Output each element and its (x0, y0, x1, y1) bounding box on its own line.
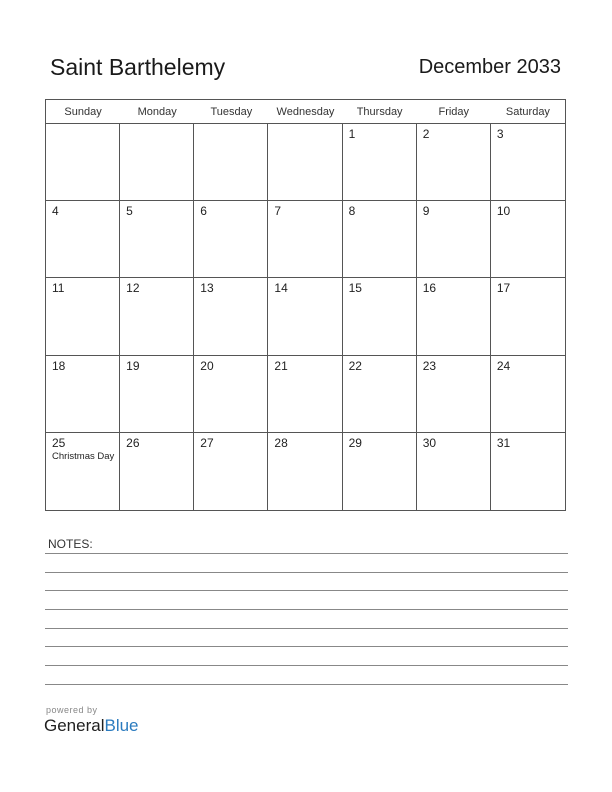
day-number: 28 (274, 435, 288, 450)
day-number: 2 (422, 127, 430, 141)
calendar-grid (45, 99, 566, 511)
weekday-header-thursday: Thursday (343, 100, 417, 124)
day-cell (343, 278, 417, 355)
day-number: 21 (274, 358, 288, 373)
day-number: 22 (348, 358, 362, 373)
day-cell (120, 433, 194, 510)
day-cell (491, 356, 565, 433)
holiday-label: Christmas Day (52, 450, 115, 462)
note-line (45, 553, 568, 554)
day-number: 31 (496, 435, 511, 450)
day-number: 6 (200, 204, 207, 219)
powered-by-text: powered by (46, 705, 98, 715)
notes-label: NOTES: (48, 537, 93, 551)
day-cell (417, 433, 491, 510)
day-number: 11 (52, 281, 65, 296)
day-number: 27 (200, 435, 214, 450)
day-cell (120, 278, 194, 355)
day-cell (268, 356, 342, 433)
note-line (45, 665, 568, 666)
day-number: 13 (200, 281, 214, 296)
month-year-label: December 2033 (418, 56, 561, 78)
weekday-header-sunday: Sunday (46, 100, 120, 124)
day-cell (120, 124, 194, 201)
day-number: 3 (496, 127, 504, 141)
day-cell (417, 356, 491, 433)
day-number: 1 (348, 127, 356, 141)
day-number: 14 (274, 281, 288, 296)
day-number: 15 (348, 281, 362, 296)
day-cell (46, 124, 120, 201)
day-cell (417, 124, 491, 201)
day-number: 10 (496, 204, 511, 219)
day-number: 23 (422, 358, 437, 373)
day-cell (268, 433, 342, 510)
day-number: 9 (422, 204, 430, 219)
day-number: 24 (496, 358, 511, 373)
day-cell (491, 433, 565, 510)
day-number: 5 (126, 204, 133, 219)
day-cell (194, 433, 268, 510)
note-line (45, 572, 568, 573)
day-cell (268, 124, 342, 201)
note-line (45, 628, 568, 629)
day-cell (120, 201, 194, 278)
day-cell (343, 356, 417, 433)
day-cell (417, 278, 491, 355)
day-cell (46, 356, 120, 433)
day-cell (491, 278, 565, 355)
day-cell (268, 201, 342, 278)
weekday-header-monday: Monday (120, 100, 194, 124)
day-number: 12 (126, 281, 140, 296)
day-cell (343, 201, 417, 278)
day-number: 8 (348, 204, 356, 219)
day-cell (120, 356, 194, 433)
day-cell (417, 201, 491, 278)
day-cell (194, 124, 268, 201)
generalblue-logo[interactable] (44, 716, 139, 736)
weekday-header-wednesday: Wednesday (268, 100, 342, 124)
day-cell (343, 433, 417, 510)
weekday-header-saturday: Saturday (491, 100, 565, 124)
note-line (45, 684, 568, 685)
day-cell (194, 356, 268, 433)
day-number: 17 (496, 281, 511, 296)
day-cell (46, 278, 120, 355)
brand-blue-text: Blue (104, 716, 139, 735)
day-number: 4 (52, 204, 59, 219)
day-number: 30 (422, 435, 437, 450)
day-cell (491, 201, 565, 278)
day-cell (194, 201, 268, 278)
note-line (45, 590, 568, 591)
day-number: 26 (126, 435, 140, 450)
day-cell (46, 201, 120, 278)
day-cell (268, 278, 342, 355)
day-number: 20 (200, 358, 214, 373)
day-number: 7 (274, 204, 282, 219)
day-number: 29 (348, 435, 362, 450)
calendar-title: Saint Barthelemy (50, 54, 226, 80)
note-line (45, 646, 568, 647)
day-cell (46, 433, 120, 510)
day-cell (343, 124, 417, 201)
weekday-header-tuesday: Tuesday (194, 100, 268, 124)
day-number: 25 (52, 435, 66, 450)
day-cell (194, 278, 268, 355)
day-cell (491, 124, 565, 201)
day-number: 16 (422, 281, 437, 296)
day-number: 18 (52, 358, 66, 373)
brand-general-text: General (44, 716, 105, 735)
day-number: 19 (126, 358, 140, 373)
weekday-header-friday: Friday (417, 100, 491, 124)
note-line (45, 609, 568, 610)
